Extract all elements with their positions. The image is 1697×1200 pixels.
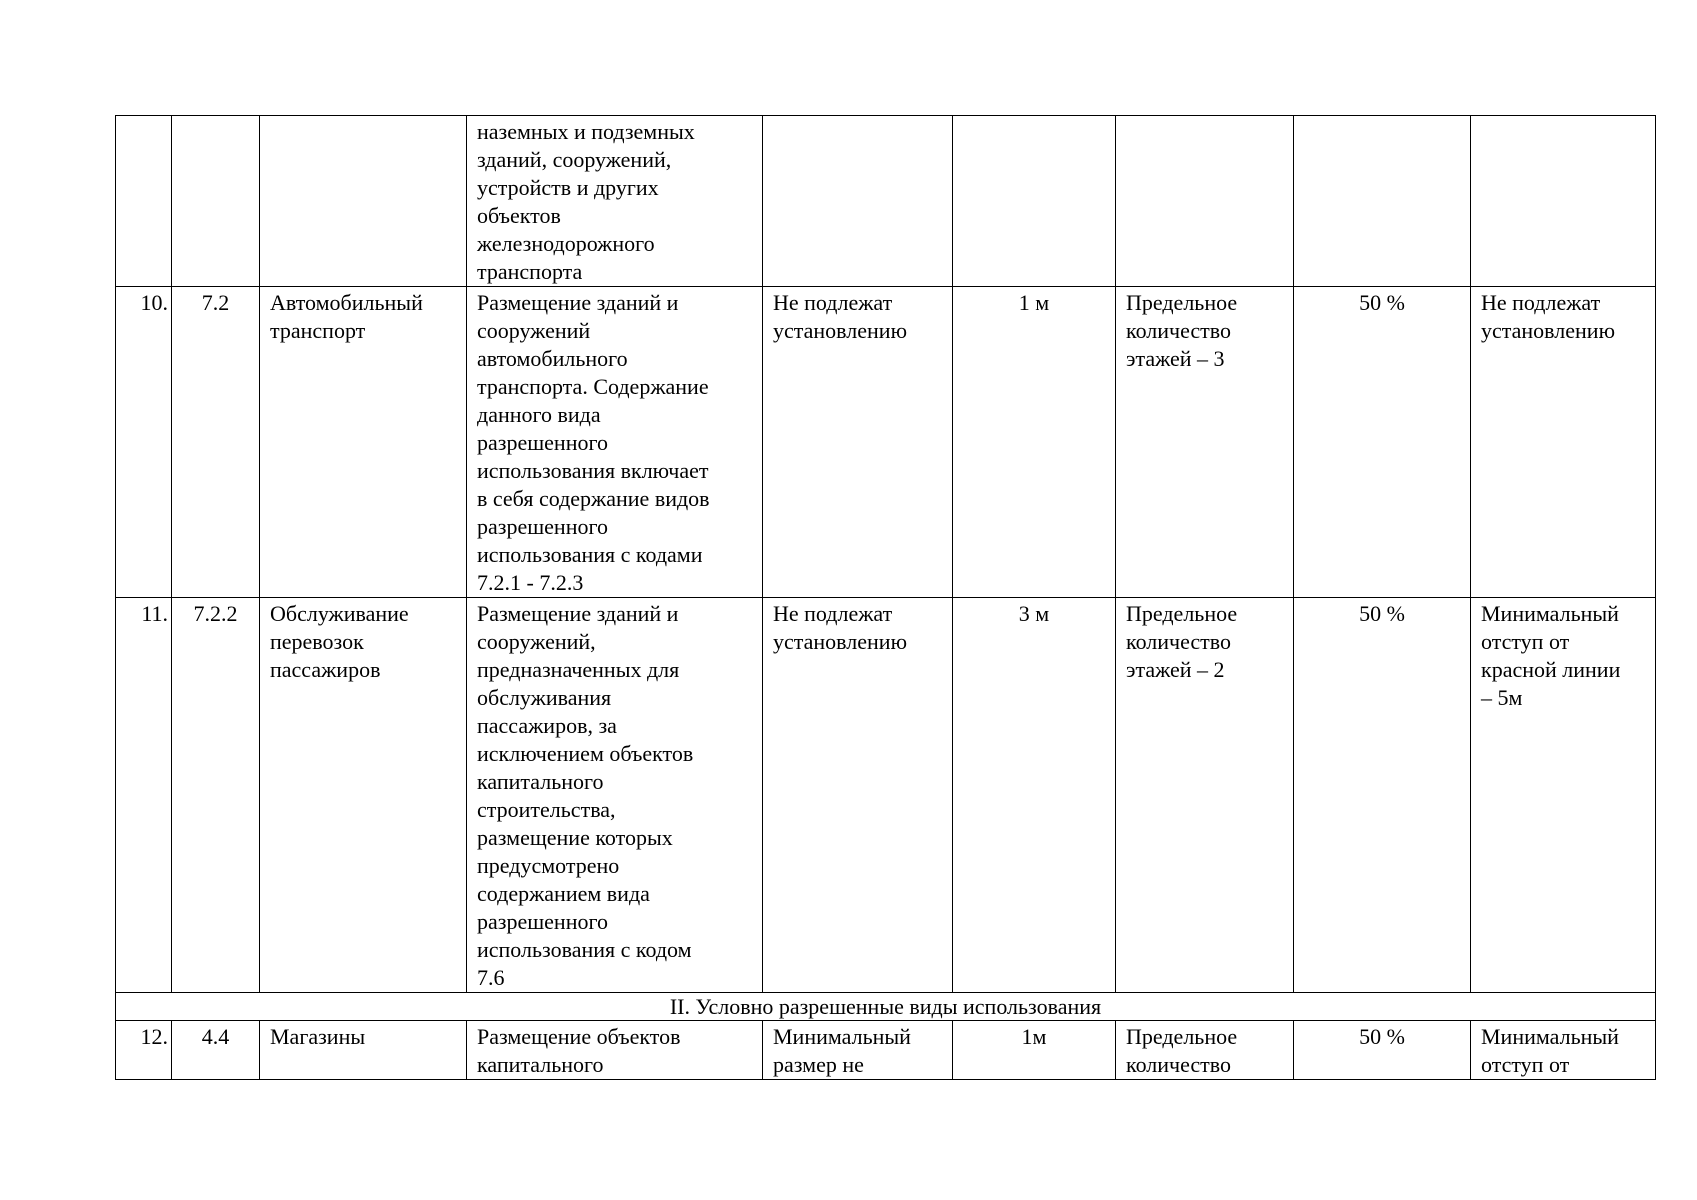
row-number-cell: 12. [116, 1021, 172, 1080]
floors-cell: Предельное количество этажей – 2 [1116, 598, 1294, 993]
coverage-cell: 50 % [1294, 287, 1471, 598]
min-size-cell: Минимальный размер не [763, 1021, 953, 1080]
use-name-cell: Магазины [260, 1021, 467, 1080]
setback-cell: 1м [953, 1021, 1116, 1080]
use-description-cell: Размещение зданий и сооружений автомобильного транспорта. Содержание данного вида разрешенного использования включает в себя содержание видов разрешенного использования с кодами 7.2.1 - 7.2.3 [467, 287, 763, 598]
setback-cell [953, 116, 1116, 287]
min-size-cell: Не подлежат установлению [763, 598, 953, 993]
use-code-cell: 4.4 [172, 1021, 260, 1080]
use-code-cell [172, 116, 260, 287]
row-number-cell [116, 116, 172, 287]
other-params-cell: Не подлежат установлению [1471, 287, 1656, 598]
setback-cell: 3 м [953, 598, 1116, 993]
table-row [116, 116, 1656, 287]
floors-cell [1116, 116, 1294, 287]
floors-cell: Предельное количество этажей – 3 [1116, 287, 1294, 598]
use-name-cell: Обслуживание перевозок пассажиров [260, 598, 467, 993]
section-title: II. Условно разрешенные виды использования [116, 993, 1656, 1021]
land-use-table [115, 115, 1656, 1080]
table-row [116, 598, 1656, 993]
use-name-cell [260, 116, 467, 287]
table-row [116, 287, 1656, 598]
setback-cell: 1 м [953, 287, 1116, 598]
use-description-cell: наземных и подземных зданий, сооружений, устройств и других объектов железнодорожного транспорта [467, 116, 763, 287]
other-params-cell [1471, 116, 1656, 287]
coverage-cell: 50 % [1294, 598, 1471, 993]
table-row [116, 1021, 1656, 1080]
use-description-cell: Размещение объектов капитального [467, 1021, 763, 1080]
floors-cell: Предельное количество [1116, 1021, 1294, 1080]
other-params-cell: Минимальный отступ от [1471, 1021, 1656, 1080]
other-params-cell: Минимальный отступ от красной линии – 5м [1471, 598, 1656, 993]
min-size-cell [763, 116, 953, 287]
use-name-cell: Автомобильный транспорт [260, 287, 467, 598]
use-code-cell: 7.2.2 [172, 598, 260, 993]
min-size-cell: Не подлежат установлению [763, 287, 953, 598]
row-number-cell: 10. [116, 287, 172, 598]
coverage-cell: 50 % [1294, 1021, 1471, 1080]
coverage-cell [1294, 116, 1471, 287]
use-code-cell: 7.2 [172, 287, 260, 598]
section-header-row [116, 993, 1656, 1021]
use-description-cell: Размещение зданий и сооружений, предназначенных для обслуживания пассажиров, за исключением объектов капитального строительства, размещение которых предусмотрено содержанием вида разрешенного использования с кодом 7.6 [467, 598, 763, 993]
row-number-cell: 11. [116, 598, 172, 993]
